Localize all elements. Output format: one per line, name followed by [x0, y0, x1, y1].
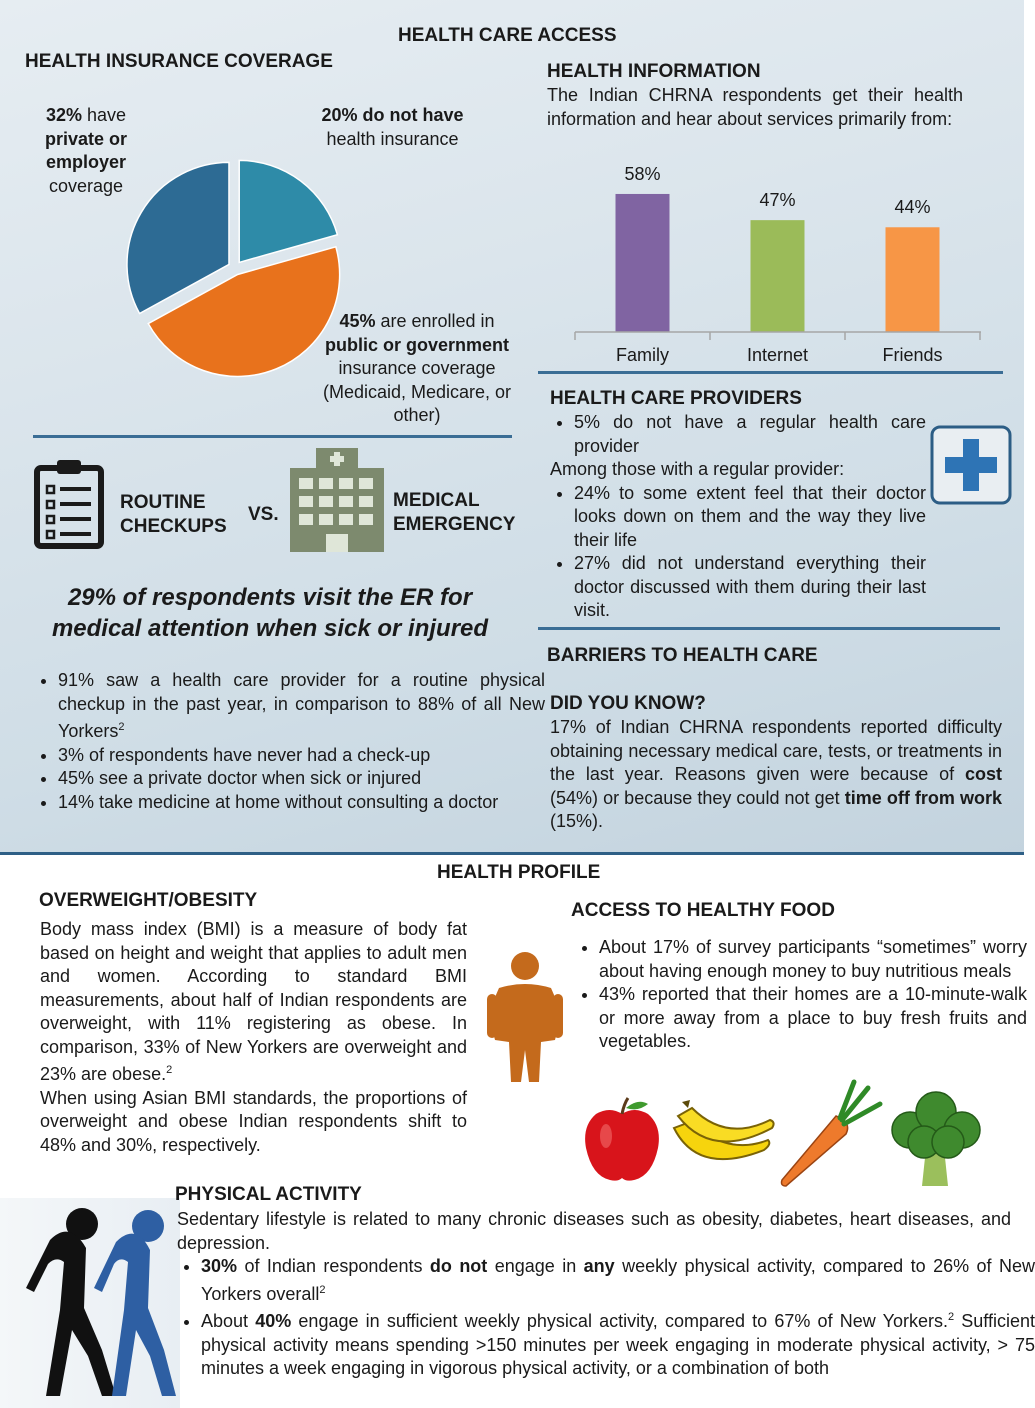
healthy-food-title: ACCESS TO HEALTHY FOOD: [571, 900, 835, 921]
overweight-person-icon: [485, 950, 565, 1085]
list-item: • 43% reported that their homes are a 10-minute-walk or more away from a place to buy fresh fruits and vegetables.: [599, 983, 1027, 1054]
list-item: • 30% of Indian respondents do not engage in any weekly physical activity, compared to 26% of New Yorkers overall$^2$: [201, 1255, 1035, 1306]
health-profile-title: HEALTH PROFILE: [437, 862, 601, 883]
list-item: • 91% saw a health care provider for a routine physical checkup in the past year, in comparison to 88% of all New Yorkers$^2$: [58, 669, 545, 744]
hospital-building-icon: [290, 446, 384, 552]
list-item: • 5% do not have a regular health care provider: [574, 411, 926, 458]
providers-title: HEALTH CARE PROVIDERS: [550, 388, 802, 409]
checkup-bullets: [34, 669, 545, 814]
list-item: • 45% see a private doctor when sick or injured: [58, 767, 545, 791]
obesity-text: Body mass index (BMI) is a measure of body fat based on height and weight that applies to adult men and women. According to standard BMI measurements, about half of Indian respondents are overweight, with 11% registering as obese. In comparison, 33% of New Yorkers are overweight and 23% are obese.$^2$ When using Asian BMI standards, the proportions of overweight and obese Indian respondents shift to 48% and 30%, respectively.: [40, 919, 467, 1155]
section-divider: [0, 852, 1024, 855]
broccoli-icon: [888, 1090, 984, 1190]
bar-family: [616, 194, 670, 332]
bar-category-label: Friends: [882, 345, 943, 365]
apple-icon: [580, 1096, 665, 1184]
bar-value-label: 47%: [759, 190, 796, 211]
health-information-title: HEALTH INFORMATION: [547, 61, 761, 82]
insurance-title: HEALTH INSURANCE COVERAGE: [25, 51, 333, 72]
providers-text: [550, 411, 926, 623]
bar-value-label: 58%: [624, 163, 661, 184]
bar-category-label: Family: [616, 345, 669, 365]
right-divider-1: [538, 371, 1003, 374]
public-coverage-label: 45% are enrolled in public or government insurance coverage (Medicaid, Medicare, or other): [322, 311, 512, 425]
er-visit-statement: 29% of respondents visit the ER for medical attention when sick or injured: [51, 584, 489, 642]
physical-activity-bullets: [177, 1255, 1035, 1381]
providers-among-label: Among those with a regular provider:: [550, 459, 845, 479]
health-information-intro: The Indian CHRNA respondents get their health information and hear about services primarily from:: [547, 85, 963, 129]
clipboard-icon: [33, 458, 105, 550]
medical-emergency-label: MEDICAL EMERGENCY: [393, 490, 516, 535]
access-title: HEALTH CARE ACCESS: [398, 25, 617, 46]
vs-label: VS.: [248, 504, 279, 525]
list-item: • About 17% of survey participants “sometimes” worry about having enough money to buy nutritious meals: [599, 936, 1027, 983]
bar-internet: [751, 220, 805, 332]
pie-slice: [239, 160, 337, 262]
physical-activity-title: PHYSICAL ACTIVITY: [175, 1184, 362, 1205]
carrot-icon: [776, 1078, 888, 1190]
bar-category-label: Internet: [746, 345, 809, 365]
medical-cross-icon: [930, 425, 1012, 505]
no-insurance-label: 20% do not have health insurance: [321, 105, 464, 149]
bar-friends: [886, 227, 940, 332]
stretching-people-icon: [20, 1200, 180, 1400]
banana-icon: [668, 1098, 778, 1180]
left-divider-1: [33, 435, 512, 438]
bar-value-label: 44%: [894, 197, 931, 218]
obesity-title: OVERWEIGHT/OBESITY: [39, 890, 258, 911]
list-item: • 27% did not understand everything their doctor discussed with them during their last visit.: [574, 552, 926, 623]
list-item: • About 40% engage in sufficient weekly physical activity, compared to 67% of New Yorkers.$^2$ Sufficient physical activity means spending >150 minutes per week engaging in moderate physical activity, > 75 minutes a week engaging in vigorous physical activity, or a combination of both: [201, 1306, 1035, 1381]
list-item: • 24% to some extent feel that their doctor looks down on them and the way they live their life: [574, 482, 926, 553]
healthy-food-bullets: [575, 936, 1027, 1054]
private-coverage-label: 32% have private or employer coverage: [44, 105, 128, 196]
list-item: • 3% of respondents have never had a check-up: [58, 744, 545, 768]
did-you-know-title: DID YOU KNOW?: [550, 693, 706, 714]
list-item: • 14% take medicine at home without consulting a doctor: [58, 791, 545, 815]
routine-checkups-label: ROUTINE CHECKUPS: [120, 492, 227, 537]
barriers-title: BARRIERS TO HEALTH CARE: [547, 645, 818, 666]
physical-activity-intro: Sedentary lifestyle is related to many chronic diseases such as obesity, diabetes, heart diseases, and depression.: [177, 1209, 1011, 1253]
barriers-text: 17% of Indian CHRNA respondents reported difficulty obtaining necessary medical care, tests, or treatments in the last year. Reasons given were because of cost (54%) or because they could not get time off from work (15%).: [550, 717, 1002, 831]
right-divider-2: [538, 627, 1000, 630]
